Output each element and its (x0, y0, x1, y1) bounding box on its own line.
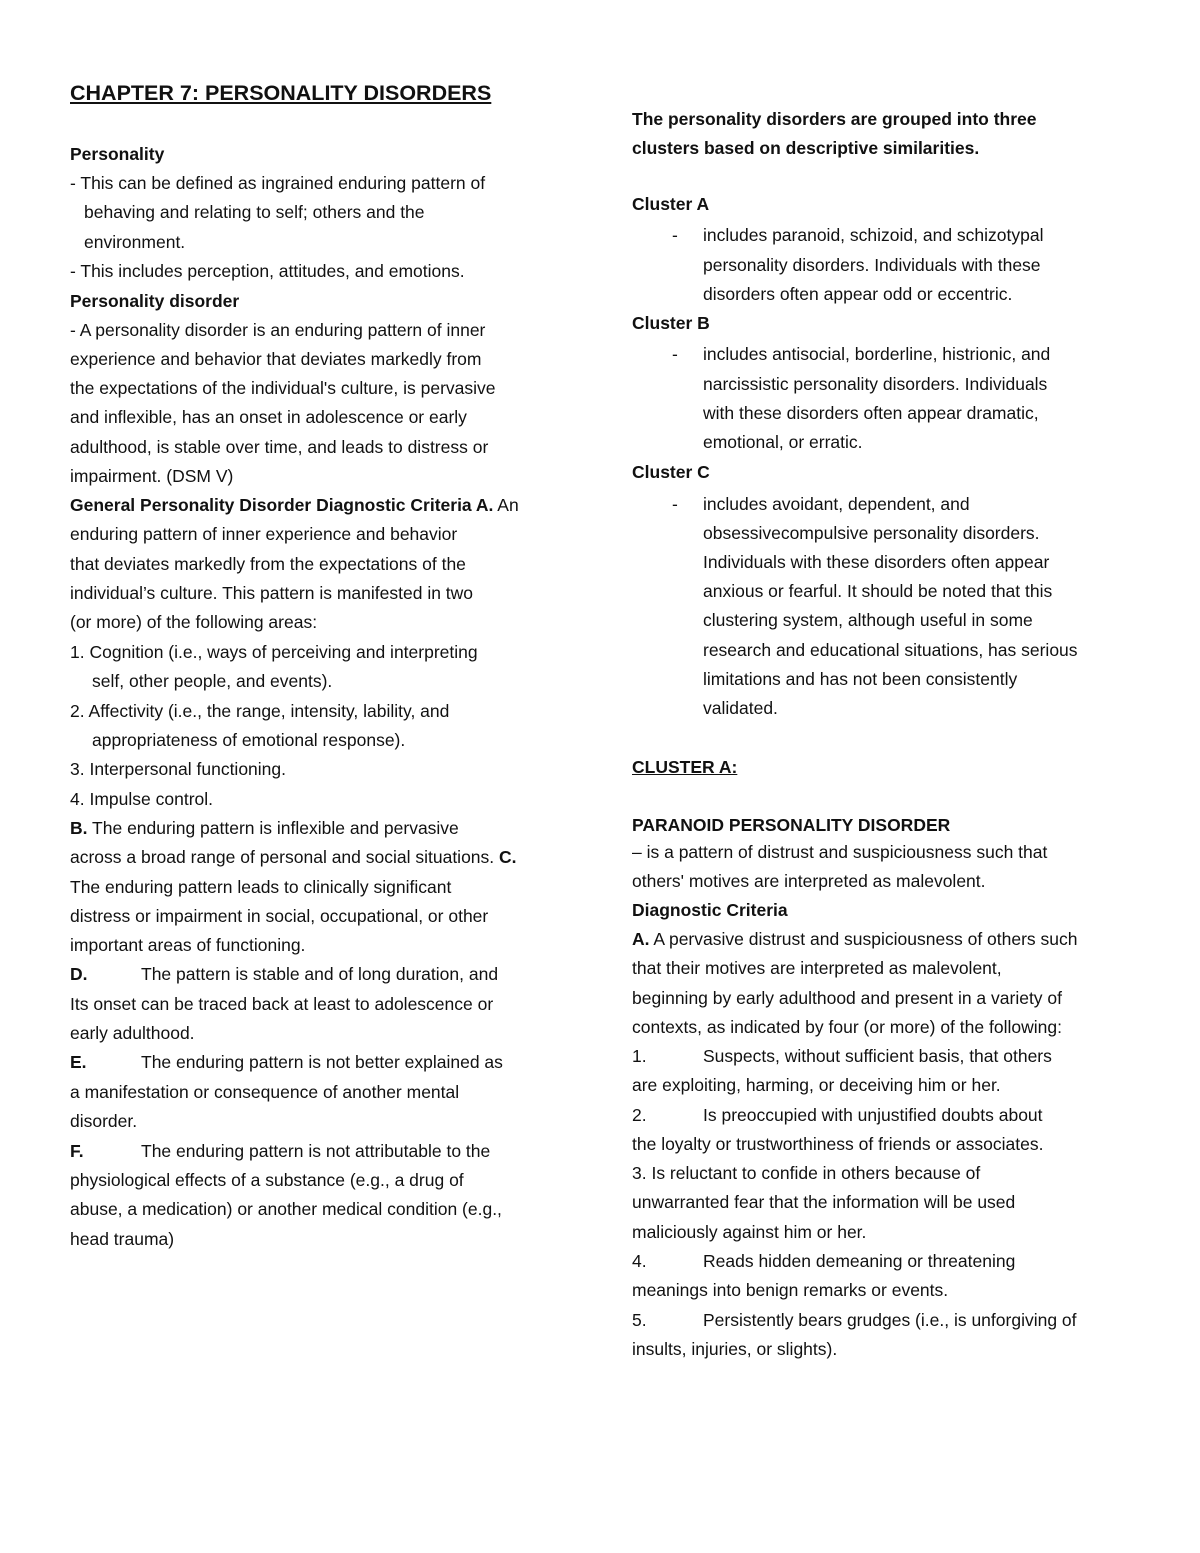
personality-disorder-heading: Personality disorder (70, 291, 240, 311)
general-criteria-line: (or more) of the following areas: (70, 612, 318, 632)
paranoid-item-1: 1. Suspects, without sufficient basis, that others (632, 1046, 1052, 1066)
criterion-c: The enduring pattern leads to clinically significant (70, 877, 452, 897)
criterion-f-cont: head trauma) (70, 1229, 175, 1249)
cluster-c-desc: Individuals with these disorders often appear (703, 552, 1050, 572)
general-criteria-line: General Personality Disorder Diagnostic Criteria A. An (70, 495, 519, 515)
criterion-d-cont: Its onset can be traced back at least to adolescence or (70, 994, 494, 1014)
pd-definition-line: - A personality disorder is an enduring pattern of inner (70, 320, 486, 340)
pd-definition-line: impairment. (DSM V) (70, 466, 234, 486)
criterion-f: F. The enduring pattern is not attributable to the (70, 1141, 491, 1161)
paranoid-item-5-cont: insults, injuries, or slights). (632, 1339, 838, 1359)
general-criteria-heading: General Personality Disorder Diagnostic Criteria A. (70, 495, 494, 515)
diagnostic-criteria-heading: Diagnostic Criteria (632, 900, 788, 920)
criterion-a: A. A pervasive distrust and suspiciousness of others such (632, 929, 1078, 949)
clusters-intro: clusters based on descriptive similarities. (632, 138, 980, 158)
cluster-a-desc: personality disorders. Individuals with these (703, 255, 1041, 275)
criterion-e: E. The enduring pattern is not better explained as (70, 1052, 503, 1072)
criterion-f-cont: physiological effects of a substance (e.g., a drug of (70, 1170, 464, 1190)
criterion-e-cont: disorder. (70, 1111, 138, 1131)
personality-heading: Personality (70, 144, 165, 164)
clusters-intro: The personality disorders are grouped into three (632, 109, 1037, 129)
pd-definition-line: experience and behavior that deviates markedly from (70, 349, 482, 369)
pd-definition-line: the expectations of the individual's culture, is pervasive (70, 378, 496, 398)
criterion-b: B. The enduring pattern is inflexible and pervasive (70, 818, 459, 838)
criterion-e-cont: a manifestation or consequence of another mental (70, 1082, 460, 1102)
general-criteria-line: that deviates markedly from the expectations of the (70, 554, 466, 574)
criteria-item-1-cont: self, other people, and events). (92, 671, 333, 691)
cluster-c-heading: Cluster C (632, 462, 710, 482)
personality-definition-line: environment. (84, 232, 186, 252)
criterion-f-cont: abuse, a medication) or another medical condition (e.g., (70, 1199, 502, 1219)
paranoid-definition: – is a pattern of distrust and suspiciousness such that (632, 842, 1048, 862)
general-criteria-line: enduring pattern of inner experience and behavior (70, 524, 458, 544)
paranoid-item-5: 5. Persistently bears grudges (i.e., is unforgiving of (632, 1310, 1077, 1330)
criteria-item-3: 3. Interpersonal functioning. (70, 759, 287, 779)
paranoid-heading: PARANOID PERSONALITY DISORDER (632, 815, 951, 835)
paranoid-item-2-cont: the loyalty or trustworthiness of friends or associates. (632, 1134, 1044, 1154)
cluster-c-desc: obsessivecompulsive personality disorders. (703, 523, 1040, 543)
cluster-a-section-title: CLUSTER A: (632, 757, 738, 777)
criterion-c-cont: distress or impairment in social, occupational, or other (70, 906, 489, 926)
criterion-c-cont: important areas of functioning. (70, 935, 306, 955)
criteria-item-1: 1. Cognition (i.e., ways of perceiving and interpreting (70, 642, 478, 662)
paranoid-definition: others' motives are interpreted as malevolent. (632, 871, 986, 891)
criteria-item-2: 2. Affectivity (i.e., the range, intensity, lability, and (70, 701, 450, 721)
cluster-c-desc: anxious or fearful. It should be noted that this (703, 581, 1053, 601)
paranoid-item-3-cont: maliciously against him or her. (632, 1222, 867, 1242)
criterion-b-cont: across a broad range of personal and social situations. C. (70, 847, 517, 867)
cluster-c-desc: validated. (703, 698, 778, 718)
criterion-d: D. The pattern is stable and of long duration, and (70, 964, 499, 984)
criteria-item-4: 4. Impulse control. (70, 789, 214, 809)
document-page: CHAPTER 7: PERSONALITY DISORDERS Personality - This can be defined as ingrained enduring pattern of behaving and relating to self; others and the environment. - This includes perception, attitudes, and emotions. Personality disorder - A personality disorder is an enduring pattern of inner experience and behavior that deviates markedly from the expectations of the individual's culture, is pervasive and inflexible, has an onset in adolescence or early adulthood, is stable over time, and leads to distress or impairment. (DSM V) General Personality Disorder Diagnostic Criteria A. An enduring pattern of inner experience and behavior that deviates markedly from the expectations of the individual’s culture. This pattern is manifested in two (or more) of the following areas: 1. Cognition (i.e., ways of perceiving and interpreting self, other people, and events). 2. Affectivity (i.e., the range, intensity, lability, and appropriateness of emotional response). 3. Interpersonal functioning. 4. Impulse control. B. The enduring pattern is inflexible and pervasive across a broad range of personal and social situations. C. The enduring pattern leads to clinically significant distress or impairment in social, occupational, or other important areas of functioning. D. The pattern is stable and of long duration, and Its onset can be traced back at least to adolescence or early adulthood. E. The enduring pattern is not better explained as a manifestation or consequence of another mental disorder. F. The enduring pattern is not attributable to the physiological effects of a substance (e.g., a drug of abuse, a medication) or another medical condition (e.g., head trauma) The personality disorders are grouped into three clusters based on descriptive similarities. Cluster A - includes paranoid, schizoid, and schizotypal personality disorders. Individuals with these disorders often appear odd or eccentric. Cluster B - includes antisocial, borderline, histrionic, and narcissistic personality disorders. Individuals with these disorders often appear dramatic, emotional, or erratic. Cluster C - includes avoidant, dependent, and obsessivecompulsive personality disorders. Individuals with these disorders often appear anxious or fearful. It should be noted that this clustering system, although useful in some research and educational situations, has serious limitations and has not been consistently validated. CLUSTER A: PARANOID PERSONALITY DISORDER – is a pattern of distrust and suspiciousness such that others' motives are interpreted as malevolent. Diagnostic Criteria A. A pervasive distrust and suspiciousness of others such that their motives are interpreted as malevolent, beginning by early adulthood and present in a variety of contexts, as indicated by four (or more) of the following: 1. Suspects, without sufficient basis, that others are exploiting, harming, or deceiving him or her. 2. Is preoccupied with unjustified doubts about the loyalty or trustworthiness of friends or associates. 3. Is reluctant to confide in others because of unwarranted fear that the information will be used maliciously against him or her. 4. Reads hidden demeaning or threatening meanings into benign remarks or events. 5. Persistently bears grudges (i.e., is unforgiving of insults, injuries, or slights). (70, 81, 1078, 1359)
paranoid-item-3: 3. Is reluctant to confide in others because of (632, 1163, 981, 1183)
cluster-b-desc: emotional, or erratic. (703, 432, 863, 452)
cluster-c-desc: research and educational situations, has serious (703, 640, 1078, 660)
paranoid-item-3-cont: unwarranted fear that the information will be used (632, 1192, 1016, 1212)
cluster-b-desc: with these disorders often appear dramatic, (703, 403, 1039, 423)
chapter-title: CHAPTER 7: PERSONALITY DISORDERS (70, 81, 492, 105)
paranoid-item-1-cont: are exploiting, harming, or deceiving him or her. (632, 1075, 1001, 1095)
cluster-c-desc: limitations and has not been consistently (703, 669, 1018, 689)
paranoid-item-4: 4. Reads hidden demeaning or threatening (632, 1251, 1016, 1271)
pd-definition-line: adulthood, is stable over time, and leads to distress or (70, 437, 489, 457)
criterion-a-cont: that their motives are interpreted as malevolent, (632, 958, 1002, 978)
cluster-c-desc: includes avoidant, dependent, and (703, 494, 970, 514)
criterion-d-cont: early adulthood. (70, 1023, 195, 1043)
cluster-c-desc: clustering system, although useful in some (703, 610, 1033, 630)
criteria-item-2-cont: appropriateness of emotional response). (92, 730, 406, 750)
cluster-b-heading: Cluster B (632, 313, 710, 333)
personality-definition-line: - This can be defined as ingrained enduring pattern of (70, 173, 486, 193)
criterion-a-cont: beginning by early adulthood and present in a variety of (632, 988, 1063, 1008)
general-criteria-line: individual’s culture. This pattern is manifested in two (70, 583, 474, 603)
cluster-a-heading: Cluster A (632, 194, 710, 214)
cluster-a-desc: includes paranoid, schizoid, and schizotypal (703, 225, 1044, 245)
personality-definition-line: behaving and relating to self; others and the (84, 202, 425, 222)
cluster-b-desc: narcissistic personality disorders. Individuals (703, 374, 1048, 394)
paranoid-item-2: 2. Is preoccupied with unjustified doubts about (632, 1105, 1043, 1125)
paranoid-item-4-cont: meanings into benign remarks or events. (632, 1280, 949, 1300)
cluster-a-desc: disorders often appear odd or eccentric. (703, 284, 1013, 304)
cluster-b-desc: includes antisocial, borderline, histrionic, and (703, 344, 1051, 364)
personality-includes-line: - This includes perception, attitudes, and emotions. (70, 261, 465, 281)
criterion-a-cont: contexts, as indicated by four (or more) of the following: (632, 1017, 1062, 1037)
pd-definition-line: and inflexible, has an onset in adolescence or early (70, 407, 467, 427)
